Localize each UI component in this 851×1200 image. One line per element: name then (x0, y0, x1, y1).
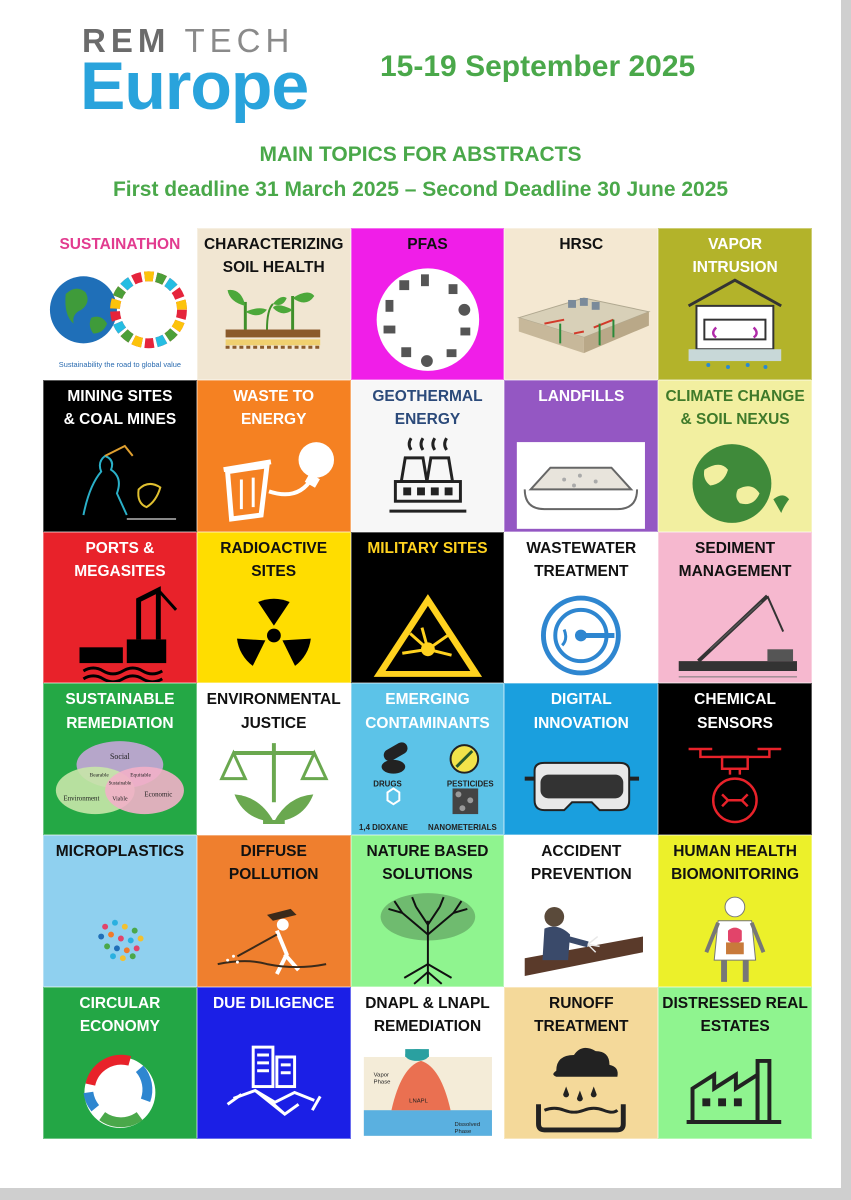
tile-sustainathon (43, 228, 197, 380)
tile-label: CHARACTERIZING SOIL HEALTH (203, 236, 344, 277)
tile-nature-based (351, 835, 505, 987)
tile-diffuse-pollution (197, 835, 351, 987)
tile-label: RADIOACTIVE SITES (220, 539, 328, 580)
tile-dnapl-lnapl (351, 987, 505, 1139)
tile-geothermal (351, 380, 505, 532)
tile-microplastics (43, 835, 197, 987)
tile-label: EMERGING CONTAMINANTS (365, 691, 490, 732)
tile-label: ACCIDENT PREVENTION (530, 843, 632, 884)
tile-label: PORTS & MEGASITES (74, 539, 166, 580)
tile-label: WASTEWATER TREATMENT (526, 539, 637, 580)
tile-label: SEDIMENT MANAGEMENT (678, 539, 792, 580)
topics-grid (43, 228, 812, 1139)
topics-title: MAIN TOPICS FOR ABSTRACTS (259, 143, 582, 166)
tile-landfills (504, 380, 658, 532)
tile-sustainable-remediation (43, 683, 197, 835)
tile-emerging-contaminants (351, 683, 505, 835)
tile-distressed-real-estates (658, 987, 812, 1139)
event-date: 15-19 September 2025 (380, 50, 696, 83)
tile-label: WASTE TO ENERGY (233, 387, 315, 429)
tile-label: CIRCULAR ECONOMY (79, 994, 161, 1036)
tile-waste-to-energy (197, 380, 351, 532)
tile-human-health (658, 835, 812, 987)
tile-runoff (504, 987, 658, 1139)
tile-label: HUMAN HEALTH BIOMONITORING (671, 843, 800, 884)
tile-label: MINING SITES & COAL MINES (63, 387, 177, 429)
tile-digital-innovation (504, 683, 658, 835)
logo-top-text: REM TECH (82, 22, 295, 59)
tile-vapor-intrusion (658, 228, 812, 380)
venn-bearable: Bearable (89, 773, 109, 780)
tile-label: HRSC (559, 236, 604, 253)
ec-nano-label: NANOMETERIALS (427, 823, 497, 833)
tile-accident-prevention (504, 835, 658, 987)
tile-label: CLIMATE CHANGE & SOIL NEXUS (665, 387, 805, 429)
page-frame-right (841, 0, 851, 1200)
tile-sediment (658, 532, 812, 684)
nap-dissolved-label: Dissolved Phase (454, 1121, 480, 1135)
tile-circular-economy (43, 987, 197, 1139)
remtech-logo (80, 22, 330, 132)
tile-radioactive (197, 532, 351, 684)
tile-label: DIFFUSE POLLUTION (228, 843, 319, 884)
tile-label: DISTRESSED REAL ESTATES (662, 994, 808, 1036)
tile-chemical-sensors (658, 683, 812, 835)
tile-label: SUSTAINABLE REMEDIATION (65, 691, 175, 732)
page-frame-bottom (0, 1188, 851, 1200)
tile-label: RUNOFF TREATMENT (534, 994, 629, 1036)
tile-label: DIGITAL INNOVATION (533, 691, 629, 732)
tile-mining-sites (43, 380, 197, 532)
tile-label: LANDFILLS (538, 387, 625, 405)
tile-label: MICROPLASTICS (55, 843, 185, 861)
tile-label: SUSTAINATHON (59, 236, 181, 253)
tile-climate-soil (658, 380, 812, 532)
tile-wastewater (504, 532, 658, 684)
tile-label: CHEMICAL SENSORS (694, 691, 776, 732)
tile-label: VAPOR INTRUSION (692, 236, 778, 277)
ec-drugs-label: DRUGS (372, 779, 402, 789)
nap-lnapl-label: LNAPL (408, 1098, 428, 1105)
ec-pesticides-label: PESTICIDES (446, 779, 494, 789)
logo-main-text: Europe (80, 48, 309, 124)
venn-economic: Economic (144, 791, 173, 799)
tile-label: PFAS (407, 236, 448, 253)
venn-viable: Viable (112, 796, 128, 803)
venn-equitable: Equitable (130, 773, 151, 780)
venn-sustainable: Sustainable (108, 781, 132, 787)
tile-ports (43, 532, 197, 684)
tile-label: DNAPL & LNAPL REMEDIATION (365, 994, 490, 1036)
venn-environment: Environment (63, 795, 100, 803)
ec-dioxane-label: 1,4 DIOXANE (358, 823, 408, 833)
deadlines-text: First deadline 31 March 2025 – Second Deadline 30 June 2025 (112, 178, 729, 201)
tile-due-diligence (197, 987, 351, 1139)
sustainathon-tagline: Sustainability the road to global value (58, 359, 181, 369)
tile-hrsc (504, 228, 658, 380)
tile-label: ENVIRONMENTAL JUSTICE (206, 691, 341, 732)
venn-social: Social (110, 752, 130, 762)
tile-label: NATURE BASED SOLUTIONS (366, 843, 489, 884)
tile-label: GEOTHERMAL ENERGY (372, 387, 483, 429)
tile-soil-health (197, 228, 351, 380)
nap-vapor-label: Vapor Phase (373, 1072, 391, 1086)
tile-pfas (351, 228, 505, 380)
tile-environmental-justice (197, 683, 351, 835)
tile-label: DUE DILIGENCE (212, 994, 335, 1012)
tile-label: MILITARY SITES (367, 539, 488, 557)
tile-military (351, 532, 505, 684)
